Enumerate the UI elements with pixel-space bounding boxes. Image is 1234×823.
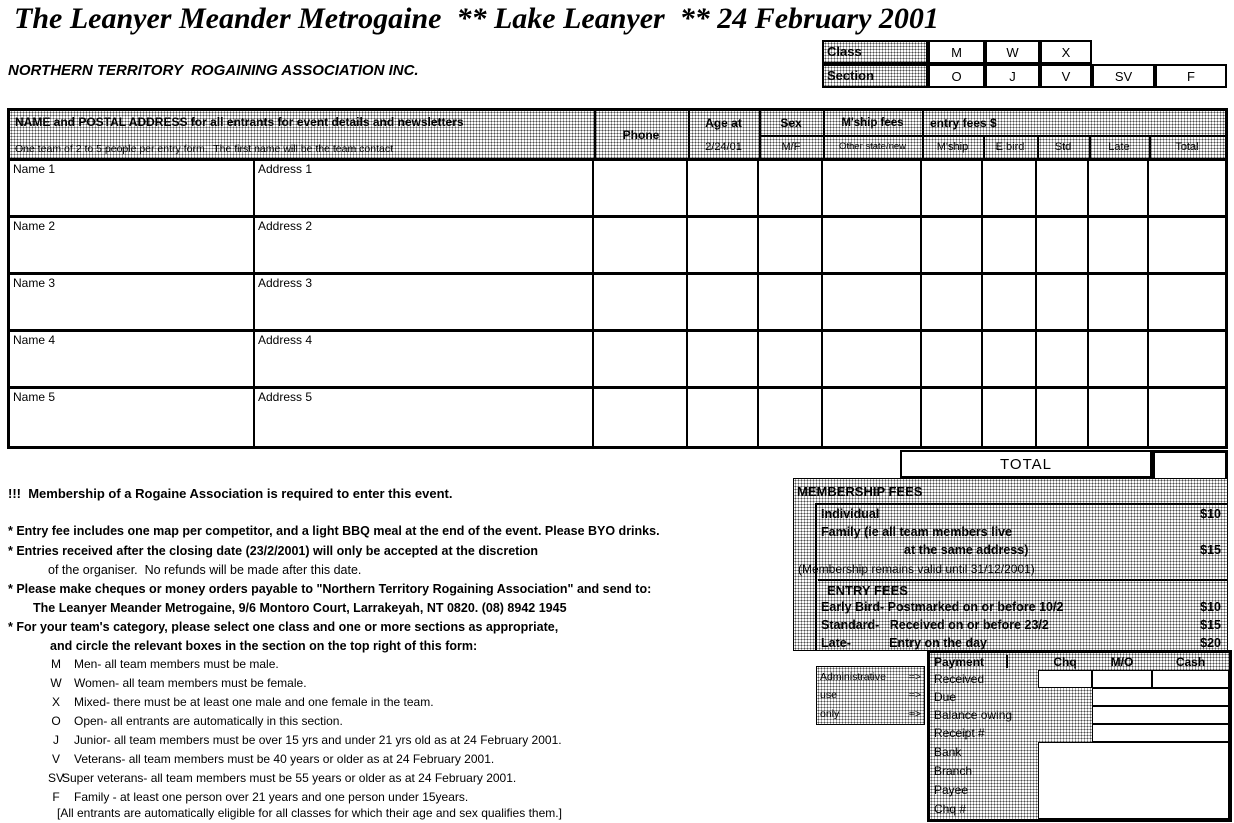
payment-panel bbox=[927, 650, 1232, 822]
late-cell-5[interactable] bbox=[1089, 389, 1149, 446]
section-option-v[interactable]: V bbox=[1040, 64, 1092, 88]
entry-table bbox=[7, 108, 1228, 449]
entry-fees-title: ENTRY FEES bbox=[827, 583, 908, 598]
admin-line-2-arrow: => bbox=[908, 689, 921, 702]
mship-cell-1[interactable] bbox=[922, 161, 983, 215]
ebird-cell-5[interactable] bbox=[983, 389, 1037, 446]
total-cell-5[interactable] bbox=[1149, 389, 1225, 446]
name-cell-2[interactable] bbox=[10, 218, 255, 272]
class-option-x[interactable]: X bbox=[1040, 40, 1092, 64]
mship-cell-5[interactable] bbox=[922, 389, 983, 446]
category-veterans-code: V bbox=[51, 752, 60, 766]
standard-fee-amount: $15 bbox=[1200, 618, 1221, 632]
sex-cell-4[interactable] bbox=[759, 332, 823, 386]
sex-cell-5[interactable] bbox=[759, 389, 823, 446]
category-junior-code: J bbox=[53, 733, 59, 747]
mship-cell-2[interactable] bbox=[922, 218, 983, 272]
info-line-7: and circle the relevant boxes in the section on the top right of this form: bbox=[50, 639, 478, 653]
fees-panel bbox=[793, 478, 1228, 651]
early-bird-fee-label: Early Bird- Postmarked on or before 10/2 bbox=[821, 600, 1064, 614]
mship-fee-cell-5[interactable] bbox=[823, 389, 922, 446]
name-cell-4[interactable] bbox=[10, 332, 255, 386]
info-line-6: * For your team's category, please select one class and one or more sections as appropriate, bbox=[8, 620, 559, 634]
sex-header: Sex bbox=[780, 116, 802, 130]
info-line-3: of the organiser. No refunds will be made after this date. bbox=[48, 563, 362, 577]
mship-fees-subheader: Other state/new bbox=[838, 141, 907, 152]
ebird-cell-1[interactable] bbox=[983, 161, 1037, 215]
grand-total-label: TOTAL bbox=[900, 450, 1152, 478]
ebird-col-header: E bird bbox=[995, 140, 1025, 153]
org-name: NORTHERN TERRITORY ROGAINING ASSOCIATION INC. bbox=[8, 62, 419, 79]
early-bird-fee-amount: $10 bbox=[1200, 600, 1221, 614]
age-date-subheader: 2/24/01 bbox=[705, 140, 742, 153]
receipt-label: Receipt # bbox=[934, 726, 985, 740]
due-label: Due bbox=[934, 690, 957, 704]
chq-number-label: Chq # bbox=[934, 802, 967, 816]
address-4-label: Address 4 bbox=[258, 333, 313, 347]
name-4-label: Name 4 bbox=[13, 333, 56, 347]
mship-cell-4[interactable] bbox=[922, 332, 983, 386]
bank-label: Bank bbox=[934, 745, 962, 759]
address-3-label: Address 3 bbox=[258, 276, 313, 290]
membership-required-note: !!! Membership of a Rogaine Association is required to enter this event. bbox=[8, 486, 453, 501]
category-men-text: Men- all team members must be male. bbox=[74, 657, 279, 671]
receipt-cell[interactable] bbox=[1092, 724, 1229, 742]
std-cell-3[interactable] bbox=[1037, 275, 1089, 329]
family-fee-label-1: Family (ie all team members live bbox=[821, 525, 1013, 539]
admin-use-box bbox=[816, 666, 925, 725]
info-line-1: * Entry fee includes one map per competitor, and a light BBQ meal at the end of the event. Please BYO drinks. bbox=[8, 524, 660, 538]
late-cell-4[interactable] bbox=[1089, 332, 1149, 386]
total-cell-2[interactable] bbox=[1149, 218, 1225, 272]
sex-cell-1[interactable] bbox=[759, 161, 823, 215]
bank-details-box[interactable] bbox=[1038, 742, 1229, 819]
standard-fee-label: Standard- Received on or before 23/2 bbox=[821, 618, 1049, 632]
category-open-code: O bbox=[51, 714, 61, 728]
std-cell-4[interactable] bbox=[1037, 332, 1089, 386]
admin-line-3 bbox=[820, 708, 921, 720]
sex-cell-3[interactable] bbox=[759, 275, 823, 329]
eligibility-footnote: [All entrants are automatically eligible for all classes for which their age and sex qualifies them.] bbox=[57, 806, 562, 820]
name-address-header: NAME and POSTAL ADDRESS for all entrants for event details and newsletters bbox=[15, 115, 464, 129]
ebird-cell-4[interactable] bbox=[983, 332, 1037, 386]
received-chq-cell[interactable] bbox=[1038, 670, 1092, 688]
address-cell-1[interactable] bbox=[255, 161, 594, 215]
table-row-2 bbox=[10, 218, 1225, 275]
family-fee-label-2: at the same address) bbox=[904, 543, 1029, 557]
late-cell-3[interactable] bbox=[1089, 275, 1149, 329]
category-women-code: W bbox=[50, 676, 62, 690]
individual-fee-label: Individual bbox=[821, 507, 880, 521]
section-option-o[interactable]: O bbox=[928, 64, 985, 88]
class-option-m[interactable]: M bbox=[928, 40, 985, 64]
total-cell-4[interactable] bbox=[1149, 332, 1225, 386]
info-line-2: * Entries received after the closing date (23/2/2001) will only be accepted at the discretion bbox=[8, 544, 539, 558]
late-fee-amount: $20 bbox=[1200, 636, 1221, 650]
individual-fee-amount: $10 bbox=[1200, 507, 1221, 521]
name-1-label: Name 1 bbox=[13, 162, 56, 176]
std-col-header: Std bbox=[1054, 140, 1072, 153]
phone-cell-4[interactable] bbox=[594, 332, 688, 386]
phone-cell-5[interactable] bbox=[594, 389, 688, 446]
total-cell-3[interactable] bbox=[1149, 275, 1225, 329]
section-option-sv[interactable]: SV bbox=[1092, 64, 1155, 88]
class-option-w[interactable]: W bbox=[985, 40, 1040, 64]
mship-fee-cell-3[interactable] bbox=[823, 275, 922, 329]
total-col-header: Total bbox=[1175, 140, 1199, 153]
age-cell-1[interactable] bbox=[688, 161, 759, 215]
phone-cell-1[interactable] bbox=[594, 161, 688, 215]
admin-line-1 bbox=[820, 671, 921, 683]
category-open-text: Open- all entrants are automatically in this section. bbox=[74, 714, 343, 728]
admin-line-3-label: only bbox=[820, 707, 840, 720]
admin-line-1-label: Administrative bbox=[820, 671, 886, 684]
category-family-text: Family - at least one person over 21 years and one person under 15years. bbox=[74, 790, 469, 804]
std-cell-1[interactable] bbox=[1037, 161, 1089, 215]
chq-column-header: Chq bbox=[1053, 654, 1077, 669]
admin-line-2 bbox=[820, 689, 921, 701]
category-men-code: M bbox=[51, 657, 61, 671]
table-row-5 bbox=[10, 389, 1225, 446]
team-note: One team of 2 to 5 people per entry form. The first name will be the team contact bbox=[15, 143, 393, 155]
entry-fees-header: entry fees $ bbox=[930, 116, 997, 130]
entry-table-header bbox=[10, 111, 1225, 161]
table-row-1 bbox=[10, 161, 1225, 218]
category-super-veterans-code: SV bbox=[47, 771, 64, 785]
late-cell-2[interactable] bbox=[1089, 218, 1149, 272]
payment-title: Payment bbox=[934, 655, 985, 669]
category-mixed-code: X bbox=[51, 695, 60, 709]
mship-fee-cell-1[interactable] bbox=[823, 161, 922, 215]
sex-cell-2[interactable] bbox=[759, 218, 823, 272]
name-cell-3[interactable] bbox=[10, 275, 255, 329]
age-cell-2[interactable] bbox=[688, 218, 759, 272]
received-label: Received bbox=[934, 672, 985, 686]
age-cell-5[interactable] bbox=[688, 389, 759, 446]
address-2-label: Address 2 bbox=[258, 219, 313, 233]
category-junior-text: Junior- all team members must be over 15 yrs and under 21 yrs old as at 24 February 2001. bbox=[74, 733, 562, 747]
class-label: Class bbox=[822, 40, 928, 64]
received-cash-cell[interactable] bbox=[1152, 670, 1229, 688]
admin-line-2-label: use bbox=[820, 689, 837, 702]
address-cell-4[interactable] bbox=[255, 332, 594, 386]
late-cell-1[interactable] bbox=[1089, 161, 1149, 215]
category-women-text: Women- all team members must be female. bbox=[74, 676, 307, 690]
admin-line-1-arrow: => bbox=[908, 671, 921, 684]
mship-fees-header: M'ship fees bbox=[841, 117, 904, 129]
address-1-label: Address 1 bbox=[258, 162, 313, 176]
mship-cell-3[interactable] bbox=[922, 275, 983, 329]
phone-cell-2[interactable] bbox=[594, 218, 688, 272]
name-2-label: Name 2 bbox=[13, 219, 56, 233]
late-fee-label: Late- Entry on the day bbox=[821, 636, 987, 650]
category-mixed-text: Mixed- there must be at least one male and one female in the team. bbox=[74, 695, 434, 709]
address-cell-5[interactable] bbox=[255, 389, 594, 446]
membership-validity-note: (Membership remains valid until 31/12/2001) bbox=[798, 562, 1035, 576]
mship-col-header: M'ship bbox=[936, 140, 969, 153]
mship-fee-cell-4[interactable] bbox=[823, 332, 922, 386]
mo-column-header: M/O bbox=[1110, 654, 1134, 669]
mship-fee-cell-2[interactable] bbox=[823, 218, 922, 272]
category-super-veterans-text: Super veterans- all team members must be 55 years or older as at 24 February 2001. bbox=[62, 771, 517, 785]
table-row-3 bbox=[10, 275, 1225, 332]
info-line-4: * Please make cheques or money orders payable to "Northern Territory Rogaining Association" and send to: bbox=[8, 582, 652, 596]
branch-label: Branch bbox=[934, 764, 973, 778]
address-cell-3[interactable] bbox=[255, 275, 594, 329]
phone-cell-3[interactable] bbox=[594, 275, 688, 329]
age-header: Age at bbox=[705, 116, 742, 130]
membership-fees-title: MEMBERSHIP FEES bbox=[797, 484, 923, 499]
ebird-cell-2[interactable] bbox=[983, 218, 1037, 272]
page-title: The Leanyer Meander Metrogaine ** Lake Leanyer ** 24 February 2001 bbox=[14, 2, 939, 35]
section-option-j[interactable]: J bbox=[985, 64, 1040, 88]
name-5-label: Name 5 bbox=[13, 390, 56, 404]
balance-owing-label: Balance owing bbox=[934, 708, 1013, 722]
info-line-5: The Leanyer Meander Metrogaine, 9/6 Montoro Court, Larrakeyah, NT 0820. (08) 8942 1945 bbox=[33, 601, 567, 615]
name-3-label: Name 3 bbox=[13, 276, 56, 290]
name-cell-1[interactable] bbox=[10, 161, 255, 215]
payee-label: Payee bbox=[934, 783, 969, 797]
section-label: Section bbox=[822, 64, 928, 88]
std-cell-2[interactable] bbox=[1037, 218, 1089, 272]
category-family-code: F bbox=[52, 790, 60, 804]
balance-owing-cell[interactable] bbox=[1092, 706, 1229, 724]
due-cell[interactable] bbox=[1092, 688, 1229, 706]
total-cell-1[interactable] bbox=[1149, 161, 1225, 215]
family-fee-amount: $15 bbox=[1200, 543, 1221, 557]
address-5-label: Address 5 bbox=[258, 390, 313, 404]
phone-header: Phone bbox=[622, 127, 660, 142]
category-veterans-text: Veterans- all team members must be 40 years or older as at 24 February 2001. bbox=[74, 752, 495, 766]
age-cell-3[interactable] bbox=[688, 275, 759, 329]
section-option-f[interactable]: F bbox=[1155, 64, 1227, 88]
ebird-cell-3[interactable] bbox=[983, 275, 1037, 329]
table-row-4 bbox=[10, 332, 1225, 389]
cash-column-header: Cash bbox=[1175, 654, 1206, 669]
address-cell-2[interactable] bbox=[255, 218, 594, 272]
std-cell-5[interactable] bbox=[1037, 389, 1089, 446]
admin-line-3-arrow: => bbox=[908, 707, 921, 720]
age-cell-4[interactable] bbox=[688, 332, 759, 386]
name-cell-5[interactable] bbox=[10, 389, 255, 446]
sex-subheader: M/F bbox=[781, 140, 801, 153]
received-mo-cell[interactable] bbox=[1092, 670, 1152, 688]
late-col-header: Late bbox=[1108, 140, 1130, 153]
